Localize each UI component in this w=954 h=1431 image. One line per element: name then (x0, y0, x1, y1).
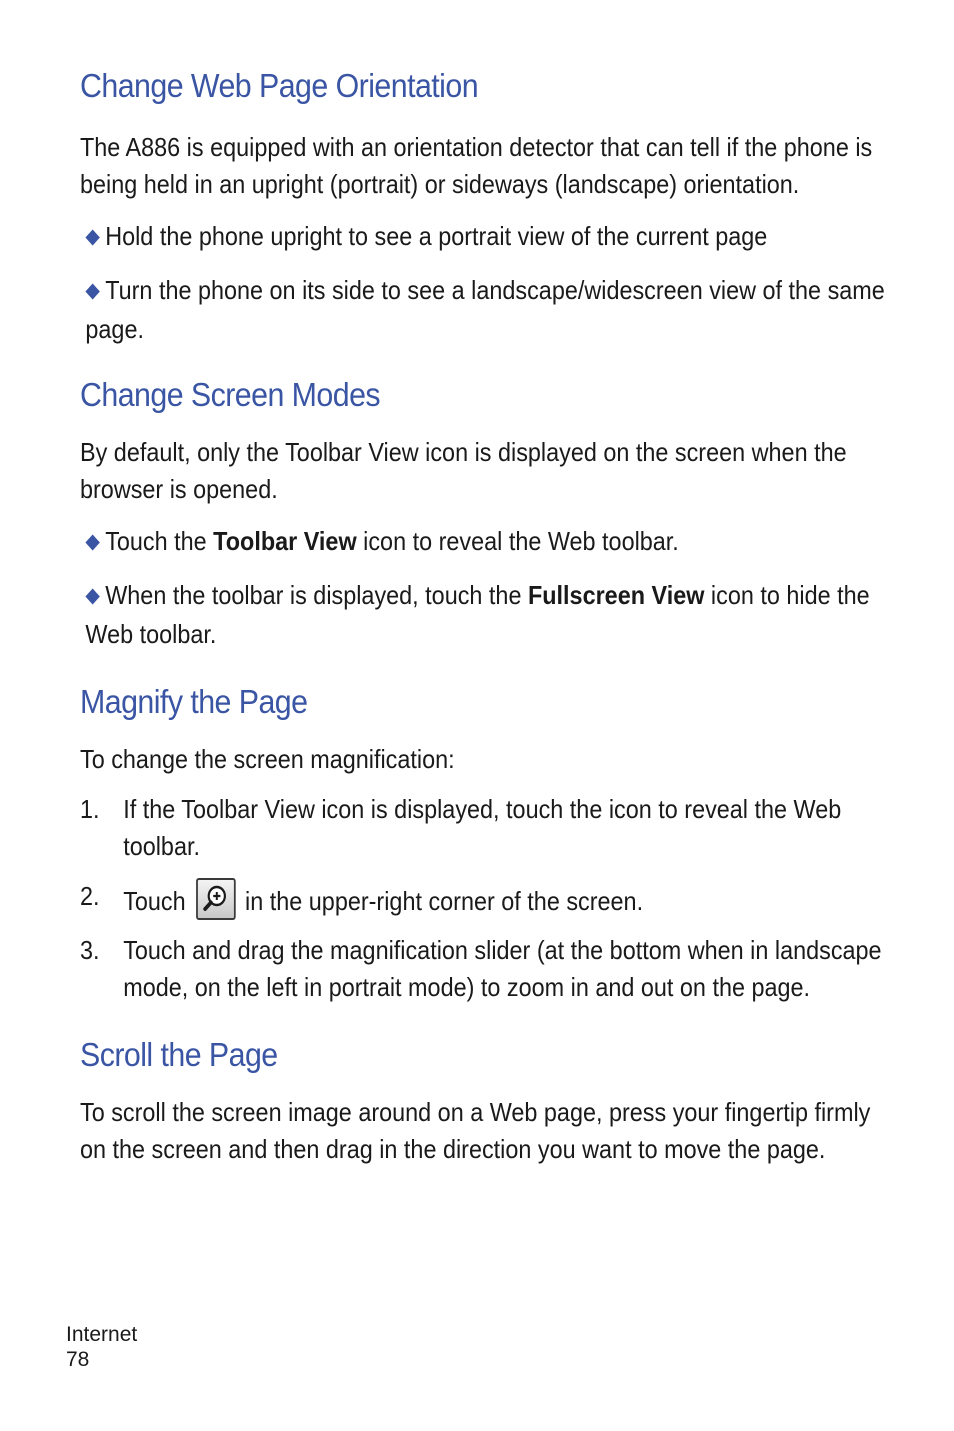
orientation-intro: The A886 is equipped with an orientation detector that can tell if the phone is being held in an upright (portrait) or sideways (landscape) orientation. (80, 132, 873, 199)
diamond-bullet-icon: ◆ (85, 530, 100, 553)
step-text: in the upper-right corner of the screen. (245, 886, 644, 916)
numbered-step (80, 791, 889, 865)
bullet-bold-term: Fullscreen View (527, 580, 705, 610)
heading-magnify-page: Magnify the Page (80, 683, 308, 720)
section-scroll-page (80, 1033, 890, 1168)
step-number: 3. (80, 935, 100, 965)
section-change-screen-modes (80, 373, 890, 653)
step-text: Touch (123, 886, 186, 916)
bullet-text: icon to reveal the Web toolbar. (356, 526, 679, 556)
diamond-bullet-icon: ◆ (85, 225, 100, 248)
page-content (80, 64, 890, 1168)
step-number: 2. (80, 881, 100, 911)
section-change-orientation (80, 64, 890, 348)
screen-modes-intro: By default, only the Toolbar View icon is displayed on the screen when the browser is opened. (80, 437, 847, 504)
diamond-bullet-icon: ◆ (85, 279, 100, 302)
bullet-item (80, 217, 895, 256)
bullet-bold-term: Toolbar View (213, 526, 357, 556)
step-text: Touch and drag the magnification slider (at the bottom when in landscape mode, on the left in portrait mode) to zoom in and out on the page. (123, 935, 882, 1002)
bullet-text: Touch the (105, 526, 214, 556)
page-footer (66, 1322, 137, 1372)
bullet-text: Hold the phone upright to see a portrait view of the current page (105, 221, 768, 251)
magnify-intro: To change the screen magnification: (80, 744, 455, 774)
heading-change-orientation: Change Web Page Orientation (80, 67, 479, 104)
step-number: 1. (80, 794, 100, 824)
bullet-text: When the toolbar is displayed, touch the (105, 580, 528, 610)
bullet-item (80, 522, 895, 561)
numbered-step (80, 932, 889, 1006)
section-magnify-page (80, 680, 890, 1006)
heading-scroll-page: Scroll the Page (80, 1036, 278, 1073)
numbered-step (80, 878, 889, 920)
heading-change-screen-modes: Change Screen Modes (80, 376, 381, 413)
footer-chapter: Internet (66, 1323, 138, 1346)
magnify-zoom-icon (196, 878, 236, 920)
footer-page-number: 78 (66, 1348, 90, 1371)
bullet-text: icon to hide the Web toolbar. (85, 580, 870, 649)
step-text: If the Toolbar View icon is displayed, touch the icon to reveal the Web toolbar. (123, 794, 842, 861)
bullet-item (80, 576, 895, 653)
scroll-intro: To scroll the screen image around on a Web page, press your fingertip firmly on the screen and then drag in the direction you want to move the page. (80, 1097, 871, 1164)
bullet-item (80, 271, 895, 348)
diamond-bullet-icon: ◆ (85, 584, 100, 607)
bullet-text: Turn the phone on its side to see a landscape/widescreen view of the same page. (85, 275, 885, 344)
